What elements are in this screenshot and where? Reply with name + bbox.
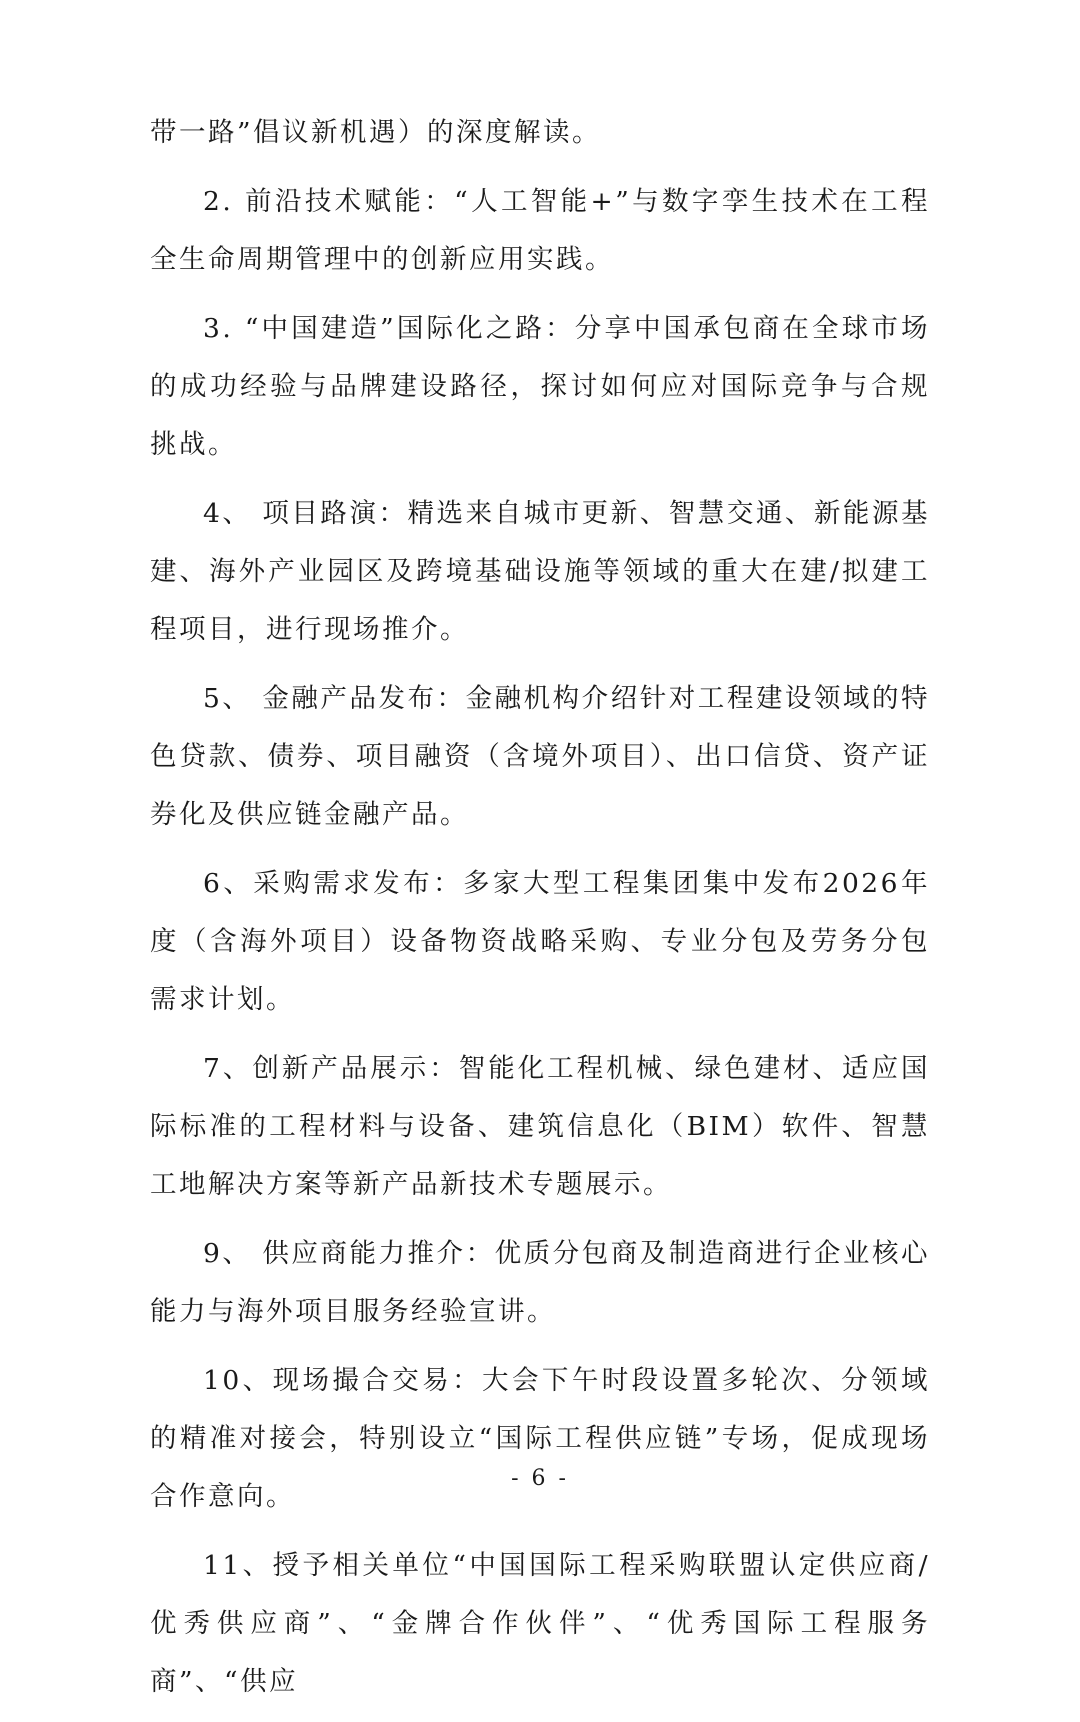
paragraph-item-2: 2. 前沿技术赋能：“人工智能+”与数字孪生技术在工程全生命周期管理中的创新应用实践。 <box>150 186 930 275</box>
paragraph-item-6: 6、采购需求发布：多家大型工程集团集中发布2026年度（含海外项目）设备物资战略采购、专业分包及劳务分包需求计划。 <box>150 868 930 1015</box>
paragraph-item-9: 9、 供应商能力推介：优质分包商及制造商进行企业核心能力与海外项目服务经验宣讲。 <box>150 1238 930 1327</box>
paragraph-continuation: 带一路”倡议新机遇）的深度解读。 <box>150 117 602 148</box>
paragraph-item-3: 3. “中国建造”国际化之路：分享中国承包商在全球市场的成功经验与品牌建设路径，探讨如何应对国际竞争与合规挑战。 <box>150 313 930 460</box>
paragraph-item-7: 7、创新产品展示：智能化工程机械、绿色建材、适应国际标准的工程材料与设备、建筑信息化（BIM）软件、智慧工地解决方案等新产品新技术专题展示。 <box>150 1053 930 1200</box>
paragraph-item-11: 11、授予相关单位“中国国际工程采购联盟认定供应商/优秀供应商”、“金牌合作伙伴”、“优秀国际工程服务商”、“供应 <box>150 1550 930 1697</box>
paragraph-item-5: 5、 金融产品发布：金融机构介绍针对工程建设领域的特色贷款、债券、项目融资（含境外项目）、出口信贷、资产证券化及供应链金融产品。 <box>150 683 930 830</box>
paragraph-item-10: 10、现场撮合交易：大会下午时段设置多轮次、分领域的精准对接会，特别设立“国际工程供应链”专场，促成现场合作意向。 <box>150 1365 930 1512</box>
paragraph-item-4: 4、 项目路演：精选来自城市更新、智慧交通、新能源基建、海外产业园区及跨境基础设施等领域的重大在建/拟建工程项目，进行现场推介。 <box>150 498 930 645</box>
page-number: - 6 - <box>511 1466 569 1491</box>
